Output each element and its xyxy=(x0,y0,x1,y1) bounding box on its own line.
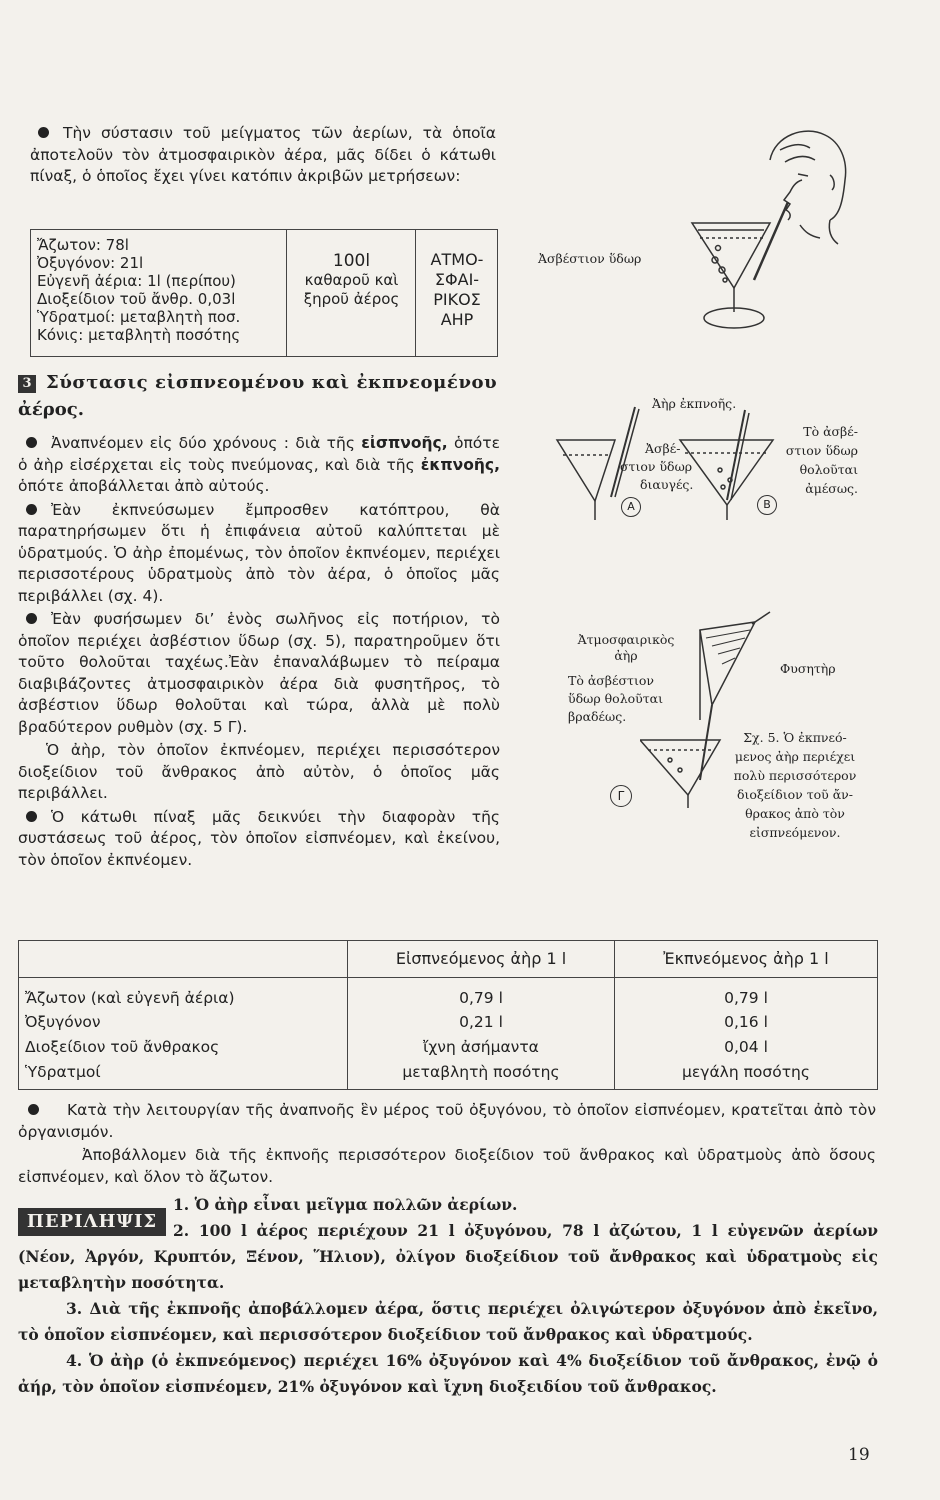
marker-a: A xyxy=(621,497,641,517)
paragraph-co2: Ὁ ἀὴρ, τὸν ὁποῖον ἐκπνέομεν, περιέχει περισσότερον διοξείδιον τοῦ ἄνθρακος ἀπὸ αὐτὸν, ὁ ὁποῖος μᾶς περιβάλλει. xyxy=(18,741,500,802)
figure-4-illustration xyxy=(680,120,860,335)
air-table-total xyxy=(288,230,416,356)
summary-item: 4. Ὁ ἀὴρ (ὁ ἐκπνεόμενος) περιέχει 16% ὀξυγόνον καὶ 4% διοξείδιον τοῦ ἄνθρακος, ἐνῷ ὁ ἀήρ, τὸν ὁποῖον εἰσπνέομεν, 21% ὀξυγόνον καὶ ἴχνη διοξειδίου τοῦ ἄνθρακος. xyxy=(18,1351,878,1396)
section-heading: 3 Σύστασις εἰσπνεομένου καὶ ἐκπνεομένου ἀέρος. xyxy=(18,372,498,420)
row-name: Ἄζωτον (καὶ εὐγενῆ ἀέρια) xyxy=(25,989,235,1007)
figure-5-caption: Σχ. 5. Ὁ ἐκπνεό- μενος ἀὴρ περιέχει πολὺ περισσότερον διοξείδιον τοῦ ἄν- θρακος ἀπὸ τὸν εἰσπνεόμενον. xyxy=(733,730,857,840)
fig4-label: Ἀσβέστιον ὕδωρ xyxy=(538,251,642,266)
after-text xyxy=(18,1100,876,1188)
air-row: Εὐγενῆ ἀέρια: 1l (περίπου) xyxy=(37,272,236,290)
marker-b: B xyxy=(757,495,777,515)
summary-item: 3. Διὰ τῆς ἐκπνοῆς ἀποβάλλομεν ἀέρα, ὅστις περιέχει ὀλιγώτερον ὀξυγόνον ἀπὸ ἐκεῖνο, τὸ ὁποῖον εἰσπνέομεν, καὶ περισσότερον διοξείδιον τοῦ ἄνθρακος καὶ ὑδρατμούς. xyxy=(18,1299,878,1344)
air-row: Ὑδρατμοί: μεταβλητὴ ποσ. xyxy=(37,308,241,326)
air-table-gases xyxy=(31,230,287,356)
label-b: Τὸ ἀσβέ- στιον ὕδωρ θολοῦται ἀμέσως. xyxy=(785,424,858,496)
paragraph-breathing: Ἀναπνέομεν εἰς δύο χρόνους : διὰ τῆς εἰσπνοῆς, ὁπότε ὁ ἀὴρ εἰσέρχεται εἰς τοὺς πνεύμονας, καὶ διὰ τῆς ἐκπνοῆς, ὁπότε ἀποβάλλεται ἀπὸ αὐτούς. xyxy=(18,434,500,495)
marker-g: Γ xyxy=(610,785,632,807)
paragraph-mirror: Ἐὰν ἐκπνεύσωμεν ἔμπροσθεν κατόπτρου, θὰ παρατηρήσωμεν ὅτι ἡ ἐπιφάνεια αὐτοῦ καλύπτεται μὲ ὑδρατμούς. Ὁ ἀὴρ ἐπομένως, τὸν ὁποῖον ἐκπνέομεν, περιέχει περισσοτέρους ὑδρατμοὺς ἀπὸ τὸν ἀέρα, ὁ ὁποῖος μᾶς περιβάλλει (σχ. 4). xyxy=(18,500,500,605)
paragraph-limewater: Ἐὰν φυσήσωμεν δι’ ἑνὸς σωλῆνος εἰς ποτήριον, τὸ ὁποῖον περιέχει ἀσβέστιον ὕδωρ (σχ. 5), παρατηροῦμεν ὅτι τοῦτο θολοῦται ταχέως.Ἐὰν ἐπαναλάβωμεν τὸ πείραμα διαβιβάζοντες ἀτμοσφαιρικὸν ἀέρα διὰ φυσητῆρος, τὸ ἀσβέστιον ὕδωρ θολοῦται καὶ τώρα, ἀλλὰ μὲ πολὺ βραδύτερον ρυθμὸν (σχ. 5 Γ). xyxy=(18,610,500,736)
air-total-line: καθαροῦ καὶ xyxy=(304,271,399,289)
label-g: Ἀτμοσφαιρικὸς ἀὴρ xyxy=(577,632,675,663)
header-exhaled: Ἐκπνεόμενος ἀὴρ 1 l xyxy=(615,941,877,978)
air-composition-table xyxy=(30,229,498,357)
row-exhaled: μεγάλη ποσότης xyxy=(682,1063,810,1081)
header-inhaled: Εἰσπνεόμενος ἀὴρ 1 l xyxy=(348,941,614,978)
air-label-line: ΑΗΡ xyxy=(440,310,474,329)
air-total-line: ξηροῦ ἀέρος xyxy=(303,290,400,308)
main-text xyxy=(18,433,500,871)
bullet-icon xyxy=(38,127,49,138)
air-label-line: ΡΙΚΟΣ xyxy=(433,290,481,309)
air-label-line: ΣΦΑΙ- xyxy=(434,270,480,289)
summary-label: ΠΕΡΙΛΗΨΙΣ xyxy=(18,1208,166,1236)
comparison-table xyxy=(18,940,878,1090)
exhaled-label: Ἀὴρ ἐκπνοῆς. xyxy=(652,396,737,411)
paragraph-oxygen-kept: Κατὰ τὴν λειτουργίαν τῆς ἀναπνοῆς ἓν μέρος τοῦ ὀξυγόνου, τὸ ὁποῖον εἰσπνέομεν, κρατεῖται ἀπὸ τὸν ὀργανισμόν. xyxy=(18,1101,876,1141)
air-row: Ἄζωτον: 78l xyxy=(37,236,129,254)
summary xyxy=(18,1192,878,1400)
air-total-line: 100l xyxy=(332,251,371,271)
label-a: Ἀσβέ- xyxy=(645,441,681,456)
bullet-icon xyxy=(28,1104,39,1115)
bullet-icon xyxy=(26,504,37,515)
row-name: Ὑδρατμοί xyxy=(25,1063,101,1081)
bullet-icon xyxy=(26,437,37,448)
row-exhaled: 0,16 l xyxy=(724,1013,768,1031)
row-inhaled: μεταβλητὴ ποσότης xyxy=(402,1063,560,1081)
page-number: 19 xyxy=(848,1445,870,1465)
section-number-badge: 3 xyxy=(18,375,36,393)
bullet-icon xyxy=(26,811,37,822)
row-exhaled: 0,79 l xyxy=(724,989,768,1007)
paragraph-table-intro: Ὁ κάτωθι πίναξ μᾶς δεικνύει τὴν διαφορὰν τῆς συστάσεως τοῦ ἀέρος, τὸν ὁποῖον εἰσπνέομεν, καὶ ἐκείνου, τὸν ὁποῖον ἐκπνέομεν. xyxy=(18,807,500,869)
air-label-line: ΑΤΜΟ- xyxy=(430,250,484,269)
air-row: Κόνις: μεταβλητὴ ποσότης xyxy=(37,326,241,344)
row-inhaled: ἴχνη ἀσήμαντα xyxy=(423,1038,539,1056)
label-a3: διαυγές. xyxy=(640,477,694,492)
summary-item: 2. 100 l ἀέρος περιέχουν 21 l ὀξυγόνου, 78 l ἀζώτου, 1 l εὐγενῶν ἀερίων (Νέον, Ἀργόν, Κρυπτόν, Ξένον, Ἥλιον), ὀλίγον διοξείδιον τοῦ ἄνθρακος καὶ ὑδρατμοὺς εἰς μεταβλητὴν ποσότητα. xyxy=(18,1221,878,1292)
intro-paragraph: Τὴν σύστασιν τοῦ μείγματος τῶν ἀερίων, τὰ ὁποῖα ἀποτελοῦν τὸν ἀτμοσφαιρικὸν ἀέρα, μᾶς δίδει ὁ κάτωθι πίναξ, ὁ ὁποῖος ἔχει γίνει κατόπιν ἀκριβῶν μετρήσεων: xyxy=(30,124,496,185)
row-name: Διοξείδιον τοῦ ἄνθρακος xyxy=(25,1038,220,1056)
summary-item: 1. Ὁ ἀὴρ εἶναι μεῖγμα πολλῶν ἀερίων. xyxy=(173,1195,518,1214)
label-g2: Τὸ ἀσβέστιον ὕδωρ θολοῦται βραδέως. xyxy=(568,673,663,724)
air-row: Ὀξυγόνον: 21l xyxy=(37,254,144,272)
row-exhaled: 0,04 l xyxy=(724,1038,768,1056)
paragraph-exhale-more: Ἀποβάλλομεν διὰ τῆς ἐκπνοῆς περισσότερον διοξείδιον τοῦ ἄνθρακος καὶ ὑδρατμοὺς ἀπὸ ὅσους εἰσπνέομεν, καὶ ὅλον τὸ ἄζωτον. xyxy=(18,1146,876,1186)
air-table-label xyxy=(417,230,497,356)
bullet-icon xyxy=(26,613,37,624)
row-inhaled: 0,21 l xyxy=(459,1013,503,1031)
row-name: Ὀξυγόνον xyxy=(25,1013,101,1031)
air-row: Διοξείδιον τοῦ ἄνθρ. 0,03l xyxy=(37,290,236,308)
bellows-label: Φυσητὴρ xyxy=(780,661,836,676)
label-a2: στιον ὕδωρ xyxy=(620,459,693,474)
row-inhaled: 0,79 l xyxy=(459,989,503,1007)
